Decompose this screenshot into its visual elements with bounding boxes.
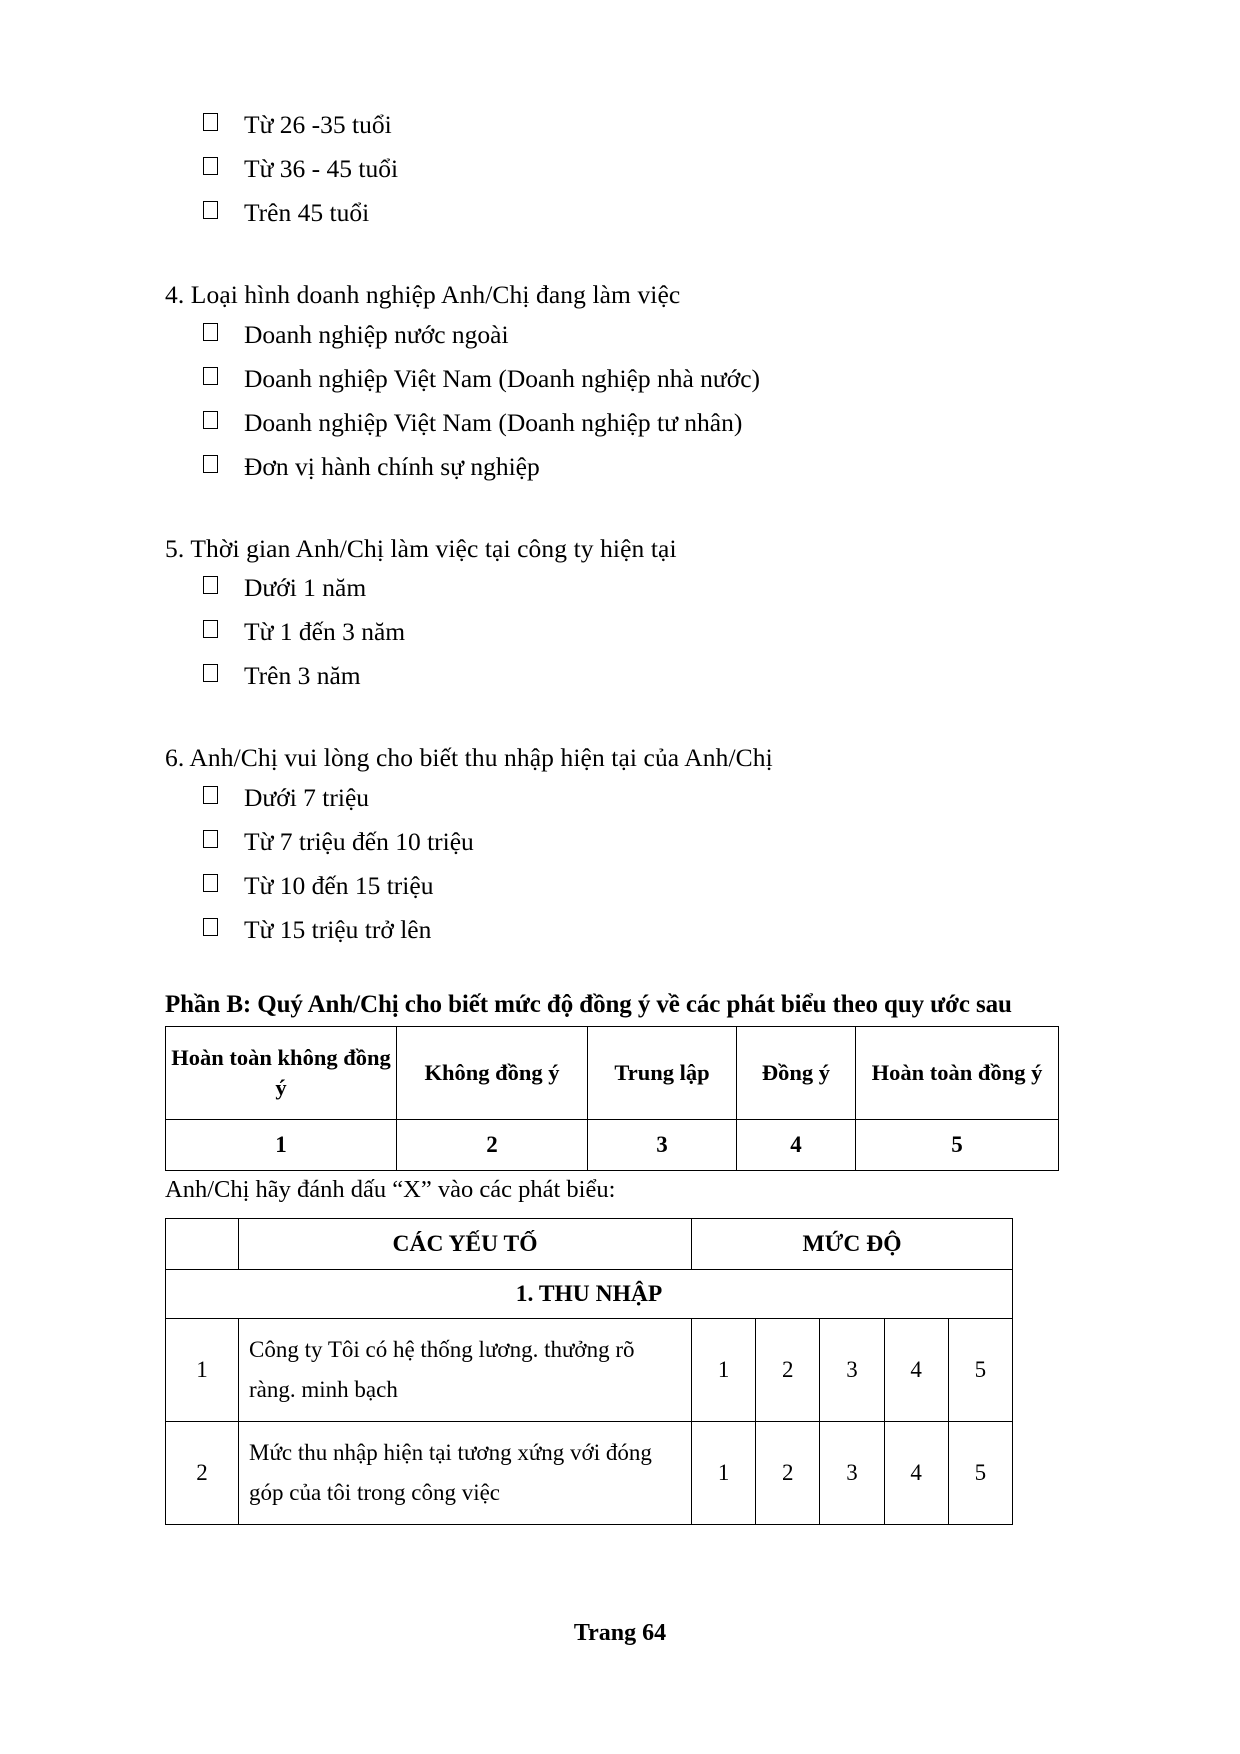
question-4-text: 4. Loại hình doanh nghiệp Anh/Chị đang làm việc bbox=[165, 280, 681, 309]
option-label: Trên 3 năm bbox=[244, 661, 361, 690]
option-row[interactable] bbox=[165, 156, 1075, 200]
option-row[interactable] bbox=[165, 319, 1075, 366]
scale-option-1[interactable]: 1 bbox=[692, 1421, 756, 1524]
empty-checkbox-icon[interactable] bbox=[203, 620, 218, 638]
empty-checkbox-icon[interactable] bbox=[203, 455, 218, 473]
option-row[interactable] bbox=[165, 200, 1075, 244]
option-label: Trên 45 tuổi bbox=[244, 198, 370, 227]
scale-label-3: Trung lập bbox=[588, 1027, 737, 1120]
scale-option-2[interactable]: 2 bbox=[756, 1318, 820, 1421]
question-6-text: 6. Anh/Chị vui lòng cho biết thu nhập hiện tại của Anh/Chị bbox=[165, 743, 773, 772]
empty-checkbox-icon[interactable] bbox=[203, 367, 218, 385]
level-column-header: MỨC ĐỘ bbox=[692, 1218, 1013, 1269]
option-row[interactable] bbox=[165, 782, 1075, 829]
empty-checkbox-icon[interactable] bbox=[203, 323, 218, 341]
option-label: Doanh nghiệp Việt Nam (Doanh nghiệp tư nhân) bbox=[244, 407, 743, 437]
option-group-tenure bbox=[165, 575, 1075, 707]
option-row[interactable] bbox=[165, 363, 1075, 410]
part-b-heading: Phần B: Quý Anh/Chị cho biết mức độ đồng ý về các phát biểu theo quy ước sau bbox=[165, 990, 1012, 1018]
scale-option-5[interactable]: 5 bbox=[948, 1318, 1012, 1421]
scale-option-5[interactable]: 5 bbox=[948, 1421, 1012, 1524]
option-row[interactable] bbox=[165, 112, 1075, 156]
scale-label-4: Đồng ý bbox=[737, 1027, 856, 1120]
scale-option-1[interactable]: 1 bbox=[692, 1318, 756, 1421]
table-row bbox=[166, 1318, 1013, 1421]
option-label: Từ 7 triệu đến 10 triệu bbox=[244, 826, 474, 856]
option-group-age bbox=[165, 112, 1075, 244]
option-row[interactable] bbox=[165, 826, 1075, 873]
option-row[interactable] bbox=[165, 663, 1075, 707]
scale-option-2[interactable]: 2 bbox=[756, 1421, 820, 1524]
option-label: Từ 36 - 45 tuổi bbox=[244, 154, 399, 183]
empty-checkbox-icon[interactable] bbox=[203, 918, 218, 936]
scale-label-row bbox=[166, 1027, 1059, 1120]
row-index: 1 bbox=[166, 1318, 239, 1421]
empty-checkbox-icon[interactable] bbox=[203, 874, 218, 892]
scale-number-5: 5 bbox=[856, 1120, 1059, 1171]
option-group-income bbox=[165, 782, 1075, 961]
option-label: Từ 10 đến 15 triệu bbox=[244, 870, 434, 900]
empty-checkbox-icon[interactable] bbox=[203, 411, 218, 429]
scale-option-4[interactable]: 4 bbox=[884, 1421, 948, 1524]
likert-scale-table bbox=[165, 1026, 1059, 1171]
empty-checkbox-icon[interactable] bbox=[203, 576, 218, 594]
instruction-text: Anh/Chị hãy đánh dấu “X” vào các phát biểu: bbox=[165, 1176, 616, 1203]
option-row[interactable] bbox=[165, 870, 1075, 917]
factors-table-header-row bbox=[166, 1218, 1013, 1269]
scale-number-4: 4 bbox=[737, 1120, 856, 1171]
empty-checkbox-icon[interactable] bbox=[203, 786, 218, 804]
option-label: Dưới 1 năm bbox=[244, 573, 367, 602]
option-row[interactable] bbox=[165, 451, 1075, 498]
table-row bbox=[166, 1421, 1013, 1524]
scale-label-2: Không đồng ý bbox=[397, 1027, 588, 1120]
empty-checkbox-icon[interactable] bbox=[203, 201, 218, 219]
section-title: 1. THU NHẬP bbox=[166, 1269, 1013, 1318]
scale-number-1: 1 bbox=[166, 1120, 397, 1171]
option-row[interactable] bbox=[165, 914, 1075, 961]
option-label: Dưới 7 triệu bbox=[244, 782, 370, 812]
factors-column-header: CÁC YẾU TỐ bbox=[239, 1218, 692, 1269]
scale-option-4[interactable]: 4 bbox=[884, 1318, 948, 1421]
empty-checkbox-icon[interactable] bbox=[203, 664, 218, 682]
option-label: Từ 26 -35 tuổi bbox=[244, 110, 392, 139]
empty-checkbox-icon[interactable] bbox=[203, 113, 218, 131]
question-5-text: 5. Thời gian Anh/Chị làm việc tại công ty hiện tại bbox=[165, 533, 677, 563]
option-label: Doanh nghiệp nước ngoài bbox=[244, 319, 509, 349]
section-title-row bbox=[166, 1269, 1013, 1318]
option-group-company-type bbox=[165, 319, 1075, 498]
scale-number-row bbox=[166, 1120, 1059, 1171]
empty-checkbox-icon[interactable] bbox=[203, 830, 218, 848]
option-label: Từ 1 đến 3 năm bbox=[244, 617, 406, 646]
scale-option-3[interactable]: 3 bbox=[820, 1421, 884, 1524]
option-row[interactable] bbox=[165, 407, 1075, 454]
page-footer: Trang 64 bbox=[573, 1620, 667, 1646]
scale-label-1: Hoàn toàn không đồng ý bbox=[166, 1027, 397, 1120]
row-index: 2 bbox=[166, 1421, 239, 1524]
option-label: Từ 15 triệu trở lên bbox=[244, 914, 432, 944]
index-column-header bbox=[166, 1218, 239, 1269]
scale-option-3[interactable]: 3 bbox=[820, 1318, 884, 1421]
scale-number-2: 2 bbox=[397, 1120, 588, 1171]
empty-checkbox-icon[interactable] bbox=[203, 157, 218, 175]
option-label: Doanh nghiệp Việt Nam (Doanh nghiệp nhà nước) bbox=[244, 363, 761, 393]
row-statement: Công ty Tôi có hệ thống lương. thưởng rõ ràng. minh bạch bbox=[239, 1318, 692, 1421]
factors-table bbox=[165, 1218, 1013, 1525]
option-row[interactable] bbox=[165, 575, 1075, 619]
option-row[interactable] bbox=[165, 619, 1075, 663]
row-statement: Mức thu nhập hiện tại tương xứng với đóng góp của tôi trong công việc bbox=[239, 1421, 692, 1524]
scale-label-5: Hoàn toàn đồng ý bbox=[856, 1027, 1059, 1120]
scale-number-3: 3 bbox=[588, 1120, 737, 1171]
option-label: Đơn vị hành chính sự nghiệp bbox=[244, 451, 540, 481]
